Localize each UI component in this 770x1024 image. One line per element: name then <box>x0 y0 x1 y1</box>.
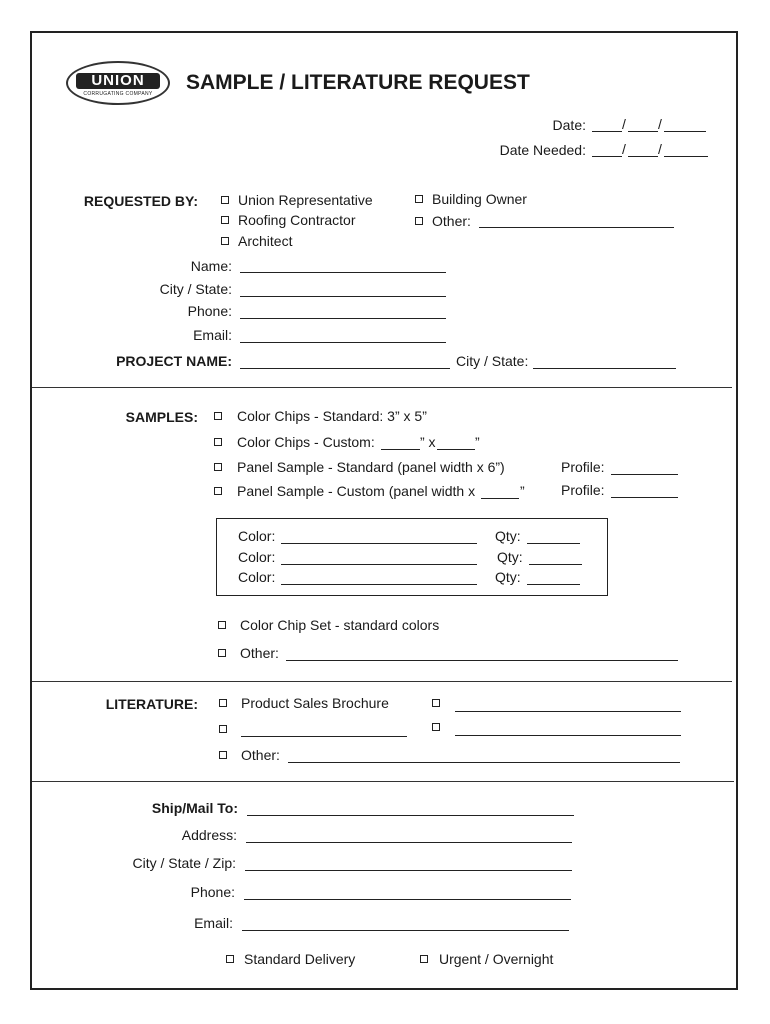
architect-label: Architect <box>238 233 293 249</box>
city-state-input[interactable] <box>240 282 446 297</box>
union-logo <box>66 61 170 105</box>
chip-set-label: Color Chip Set - standard colors <box>240 617 440 633</box>
other-requester-input[interactable] <box>479 213 674 228</box>
ship-phone-input[interactable] <box>244 885 571 900</box>
building-owner-label: Building Owner <box>432 191 527 207</box>
panel-custom-label: Panel Sample - Custom (panel width x <box>237 483 476 499</box>
literature-item-4-input[interactable] <box>455 721 681 736</box>
requested-by-heading: REQUESTED BY: <box>83 193 198 209</box>
date-needed-slash-1: / <box>622 141 626 157</box>
standard-delivery-checkbox[interactable] <box>226 955 234 963</box>
architect-checkbox[interactable] <box>221 237 229 245</box>
color-input-2[interactable] <box>281 550 477 565</box>
ship-city-state-zip-label: City / State / Zip: <box>132 855 236 871</box>
inch-x-text: ” x <box>420 434 436 450</box>
profile-input-2[interactable] <box>611 483 678 498</box>
ship-address-label: Address: <box>181 827 237 843</box>
ship-city-state-zip-input[interactable] <box>245 856 572 871</box>
literature-other-input[interactable] <box>288 748 680 763</box>
urgent-delivery-label: Urgent / Overnight <box>439 951 554 967</box>
samples-other-label: Other: <box>240 645 279 661</box>
ship-email-label: Email: <box>194 915 233 931</box>
union-rep-label: Union Representative <box>238 192 373 208</box>
city-state-label: City / State: <box>159 281 232 297</box>
project-city-state-label: City / State: <box>456 353 529 369</box>
other-requester-checkbox[interactable] <box>415 217 423 225</box>
section-divider-1 <box>32 387 732 388</box>
profile-input-1[interactable] <box>611 460 678 475</box>
phone-label: Phone: <box>187 303 232 319</box>
literature-item-4-checkbox[interactable] <box>432 723 440 731</box>
literature-item-2-input[interactable] <box>455 697 681 712</box>
date-month-input[interactable] <box>592 117 622 132</box>
qty-label-1: Qty: <box>495 528 521 544</box>
panel-custom-checkbox[interactable] <box>214 487 222 495</box>
logo-tagline: CORRUGATING COMPANY <box>83 91 153 97</box>
qty-label-3: Qty: <box>495 569 521 585</box>
chip-width-input[interactable] <box>381 435 420 450</box>
panel-standard-checkbox[interactable] <box>214 463 222 471</box>
literature-other-checkbox[interactable] <box>219 751 227 759</box>
color-label-1: Color: <box>238 528 276 544</box>
date-year-input[interactable] <box>664 117 706 132</box>
qty-input-2[interactable] <box>529 550 582 565</box>
color-chips-standard-label: Color Chips - Standard: 3” x 5” <box>237 408 427 424</box>
ship-address-input[interactable] <box>246 828 572 843</box>
ship-to-input[interactable] <box>247 801 574 816</box>
ship-to-label: Ship/Mail To: <box>151 800 238 816</box>
samples-other-checkbox[interactable] <box>218 649 226 657</box>
date-needed-year-input[interactable] <box>664 142 708 157</box>
literature-item-2-checkbox[interactable] <box>432 699 440 707</box>
section-divider-3 <box>32 781 734 782</box>
form-border <box>30 31 738 990</box>
inch-mark-2: ” <box>520 483 525 499</box>
inch-mark-1: ” <box>475 434 480 450</box>
name-label: Name: <box>190 258 232 274</box>
project-name-input[interactable] <box>240 354 450 369</box>
roofing-contractor-checkbox[interactable] <box>221 216 229 224</box>
color-chips-custom-label: Color Chips - Custom: <box>237 434 375 450</box>
date-slash-1: / <box>622 116 626 132</box>
name-input[interactable] <box>240 258 446 273</box>
building-owner-checkbox[interactable] <box>415 195 423 203</box>
qty-input-3[interactable] <box>527 570 580 585</box>
standard-delivery-label: Standard Delivery <box>244 951 356 967</box>
date-needed-label: Date Needed: <box>499 142 586 158</box>
product-brochure-checkbox[interactable] <box>219 699 227 707</box>
date-needed-slash-2: / <box>658 141 662 157</box>
logo-name: UNION <box>76 73 160 89</box>
literature-heading: LITERATURE: <box>105 696 198 712</box>
section-divider-2 <box>32 681 732 682</box>
roofing-contractor-label: Roofing Contractor <box>238 212 356 228</box>
qty-input-1[interactable] <box>527 529 580 544</box>
color-chips-custom-checkbox[interactable] <box>214 438 222 446</box>
date-needed-month-input[interactable] <box>592 142 622 157</box>
panel-custom-width-input[interactable] <box>481 484 519 499</box>
project-name-label: PROJECT NAME: <box>116 353 232 369</box>
profile-label-1: Profile: <box>561 459 605 475</box>
color-label-3: Color: <box>238 569 276 585</box>
literature-item-3-checkbox[interactable] <box>219 725 227 733</box>
chip-set-checkbox[interactable] <box>218 621 226 629</box>
date-day-input[interactable] <box>628 117 658 132</box>
samples-heading: SAMPLES: <box>125 409 198 425</box>
date-slash-2: / <box>658 116 662 132</box>
color-input-3[interactable] <box>281 570 477 585</box>
phone-input[interactable] <box>240 304 446 319</box>
literature-item-3-input[interactable] <box>241 722 407 737</box>
product-brochure-label: Product Sales Brochure <box>241 695 389 711</box>
chip-height-input[interactable] <box>437 435 475 450</box>
urgent-delivery-checkbox[interactable] <box>420 955 428 963</box>
date-needed-day-input[interactable] <box>628 142 658 157</box>
page-title: SAMPLE / LITERATURE REQUEST <box>186 71 530 94</box>
other-requester-label: Other: <box>432 213 471 229</box>
samples-other-input[interactable] <box>286 646 678 661</box>
union-rep-checkbox[interactable] <box>221 196 229 204</box>
email-label: Email: <box>193 327 232 343</box>
color-input-1[interactable] <box>281 529 477 544</box>
date-label: Date: <box>552 117 586 133</box>
ship-email-input[interactable] <box>242 916 569 931</box>
project-city-state-input[interactable] <box>533 354 676 369</box>
profile-label-2: Profile: <box>561 482 605 498</box>
ship-phone-label: Phone: <box>190 884 235 900</box>
panel-standard-label: Panel Sample - Standard (panel width x 6”) <box>237 459 505 475</box>
color-label-2: Color: <box>238 549 276 565</box>
qty-label-2: Qty: <box>497 549 523 565</box>
email-input[interactable] <box>240 328 446 343</box>
color-chips-standard-checkbox[interactable] <box>214 412 222 420</box>
literature-other-label: Other: <box>241 747 280 763</box>
